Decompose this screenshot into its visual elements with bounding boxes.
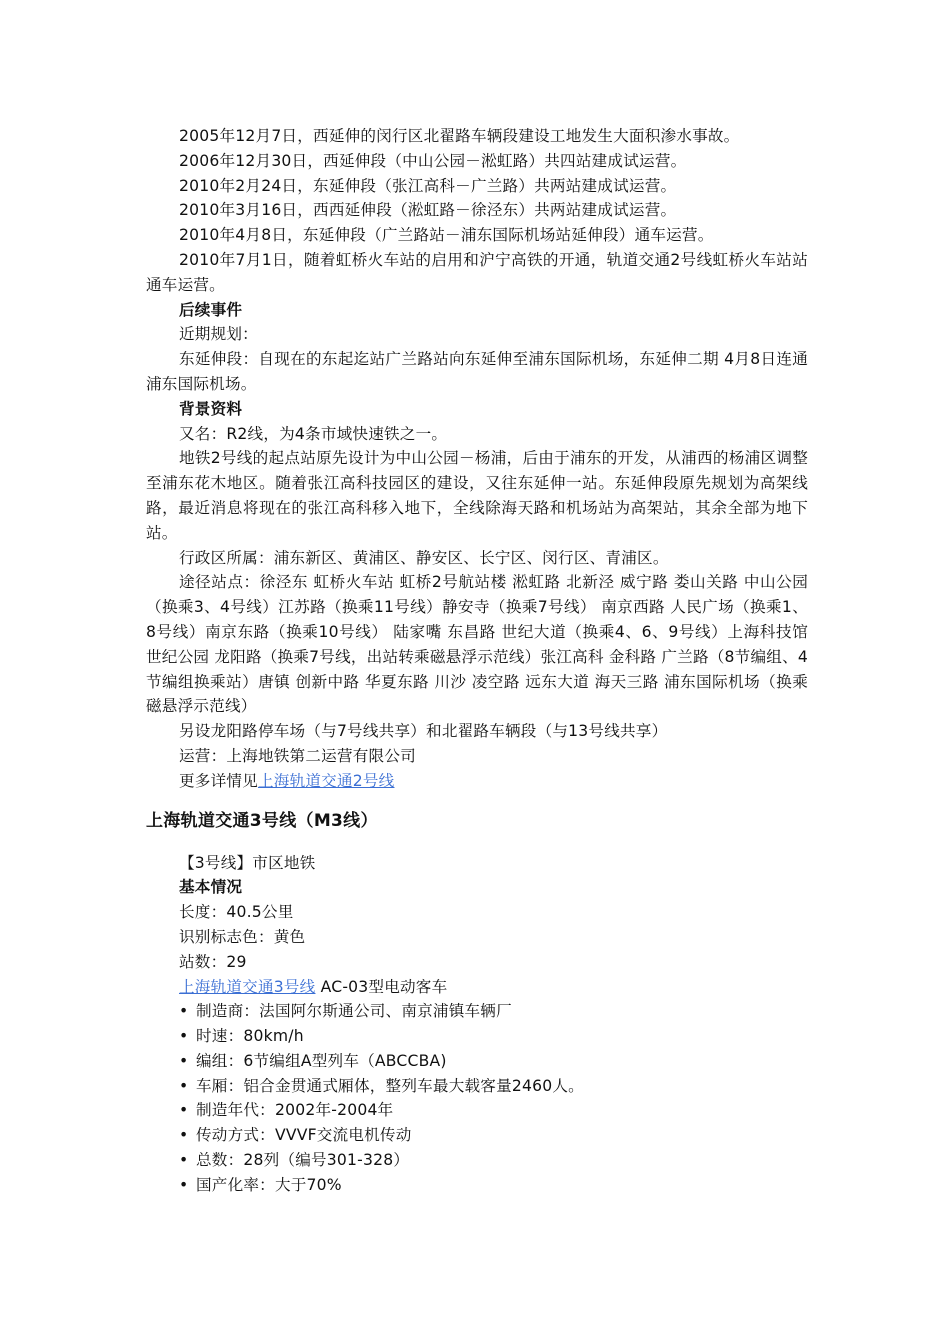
spec-item bbox=[179, 1024, 808, 1049]
spec-item bbox=[179, 1123, 808, 1148]
spec-item bbox=[179, 1049, 808, 1074]
background-heading: 背景资料 bbox=[179, 399, 243, 418]
bullet-icon: • bbox=[179, 1151, 189, 1170]
history-line: 2005年12月7日，西延伸的闵行区北翟路车辆段建设工地发生大面积渗水事故。 bbox=[179, 127, 740, 145]
bullet-icon: • bbox=[179, 1101, 189, 1120]
bullet-icon: • bbox=[179, 1126, 189, 1145]
line3-link[interactable]: 上海轨道交通3号线 bbox=[179, 977, 316, 996]
background-line: 途径站点：徐泾东 虹桥火车站 虹桥2号航站楼 淞虹路 北新泾 威宁路 娄山关路 中山公园 （换乘3、4号线）江苏路（换乘11号线）静安寺（换乘7号线） 南京西路 人民广场（换乘1、8号线）南京东路（换乘10号线） 陆家嘴 东昌路 世纪大道（换乘4、6、9号线）上海科技馆 世纪公园 龙阳路（换乘7号线，出站转乘磁悬浮示范线）张江高科 金科路 广兰路（8节编组、4节编组换乘站）唐镇 创新中路 华夏东路 川沙 凌空路 远东大道 海天三路 浦东国际机场（换乘磁悬浮示范线） bbox=[146, 573, 808, 716]
spec-text: 时速：80km/h bbox=[196, 1027, 304, 1046]
background-line: 行政区所属：浦东新区、黄浦区、静安区、长宁区、闵行区、青浦区。 bbox=[179, 548, 669, 567]
more-details-prefix: 更多详情见 bbox=[179, 771, 258, 790]
background-line: 运营：上海地铁第二运营有限公司 bbox=[179, 746, 416, 765]
document-body bbox=[146, 124, 808, 1198]
background-line: 另设龙阳路停车场（与7号线共享）和北翟路车辆段（与13号线共享） bbox=[179, 722, 668, 741]
spec-text: 制造商：法国阿尔斯通公司、南京浦镇车辆厂 bbox=[196, 1002, 512, 1021]
more-details-line bbox=[146, 769, 808, 794]
bullet-icon: • bbox=[179, 1002, 189, 1021]
spec-item bbox=[179, 1148, 808, 1173]
spec-list bbox=[146, 999, 808, 1197]
spec-text: 车厢：铝合金贯通式厢体，整列车最大载客量2460人。 bbox=[196, 1076, 584, 1095]
line2-link[interactable]: 上海轨道交通2号线 bbox=[257, 771, 395, 790]
history-line: 2010年7月1日，随着虹桥火车站的启用和沪宁高铁的开通，轨道交通2号线虹桥火车站站通车运营。 bbox=[146, 250, 808, 294]
spec-item bbox=[179, 999, 808, 1024]
spec-text: 制造年代：2002年-2004年 bbox=[196, 1101, 394, 1120]
history-line: 2010年2月24日，东延伸段（张江高科－广兰路）共两站建成试运营。 bbox=[179, 176, 677, 195]
spec-text: 国产化率：大于70% bbox=[196, 1175, 342, 1194]
spec-text: 编组：6节编组A型列车（ABCCBA) bbox=[196, 1051, 447, 1070]
spec-text: 总数：28列（编号301-328） bbox=[196, 1151, 410, 1170]
section-title-m3: 上海轨道交通3号线（M3线） bbox=[146, 810, 378, 831]
bullet-icon: • bbox=[179, 1175, 189, 1194]
background-line: 地铁2号线的起点站原先设计为中山公园－杨浦，后由于浦东的开发，从浦西的杨浦区调整至浦东花木地区。随着张江高科技园区的建设，又往东延伸一站。东延伸段原先规划为高架线路，最近消息将现在的张江高科移入地下，全线除海天路和机场站为高架站，其余全部为地下站。 bbox=[146, 449, 808, 542]
background-line: 又名：R2线，为4条市域快速铁之一。 bbox=[179, 424, 448, 443]
basic-line: 站数：29 bbox=[179, 952, 247, 971]
basic-line: 识别标志色：黄色 bbox=[179, 927, 306, 946]
spec-item bbox=[179, 1074, 808, 1099]
spec-item bbox=[179, 1098, 808, 1123]
history-line: 2010年4月8日，东延伸段（广兰路站－浦东国际机场站延伸段）通车运营。 bbox=[179, 226, 714, 245]
follow-up-heading: 后续事件 bbox=[179, 300, 243, 319]
train-line bbox=[146, 975, 808, 1000]
follow-up-line: 东延伸段：自现在的东起迄站广兰路站向东延伸至浦东国际机场，东延伸二期 4月8日连通浦东国际机场。 bbox=[146, 350, 808, 393]
train-model: AC-03型电动客车 bbox=[320, 977, 448, 996]
follow-up-line: 近期规划： bbox=[179, 325, 258, 344]
bullet-icon: • bbox=[179, 1076, 189, 1095]
bullet-icon: • bbox=[179, 1027, 189, 1046]
history-line: 2010年3月16日，西西延伸段（淞虹路－徐泾东）共两站建成试运营。 bbox=[179, 201, 677, 220]
bullet-icon: • bbox=[179, 1051, 189, 1070]
basic-heading: 基本情况 bbox=[179, 878, 243, 897]
basic-line: 长度：40.5公里 bbox=[179, 903, 294, 922]
spec-item bbox=[179, 1173, 808, 1198]
history-line: 2006年12月30日，西延伸段（中山公园－淞虹路）共四站建成试运营。 bbox=[179, 151, 687, 170]
m3-intro: 【3号线】市区地铁 bbox=[179, 853, 316, 872]
spec-text: 传动方式：VVVF交流电机传动 bbox=[196, 1126, 412, 1145]
